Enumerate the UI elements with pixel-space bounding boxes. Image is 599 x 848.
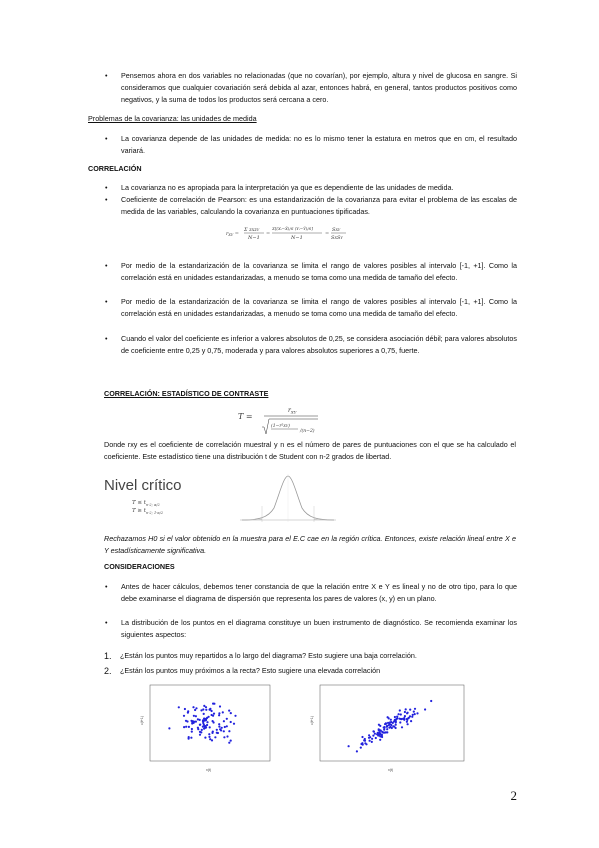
units-bullet	[105, 133, 515, 157]
scatter-point	[395, 727, 397, 729]
scatter-point	[204, 720, 206, 722]
scatter-high-correlation	[310, 681, 470, 774]
scatter-point	[407, 712, 409, 714]
scatter-point	[194, 709, 196, 711]
scatter-point	[191, 728, 193, 730]
scatter-point	[188, 736, 190, 738]
scatter-point	[185, 720, 187, 722]
scatter-point	[395, 724, 397, 726]
scatter-point	[368, 737, 370, 739]
pearson-formula-svg	[226, 222, 376, 244]
intro-text: Pensemos ahora en dos variables no relacionadas (que no covarían), por ejemplo, altura y nivel de glucosa en sangre. Si consideramos que cualquier covariación será debida al azar, entonces habrá, en general, tantos productos positivos como negativos, y la suma de todos los productos será cercana a cero.	[121, 71, 517, 104]
scatter-point	[183, 726, 185, 728]
page-number: 2	[510, 788, 517, 803]
scatter-point	[383, 729, 385, 731]
scatter-point	[228, 742, 230, 744]
scatter-point	[371, 741, 373, 743]
scatter-point	[396, 716, 398, 718]
formula-den3: SXSY	[331, 235, 343, 241]
scatter-point	[213, 713, 215, 715]
standardization-text-3: Cuando el valor del coeficiente es inferior a valores absolutos de 0,25, se considera asociación débil; para valores absolutos de coeficiente entre 0,25 y 0,75, moderada y para valores absolutos superiores a 0,75, fuerte.	[121, 334, 517, 355]
scatter-point	[381, 734, 383, 736]
scatter-point	[388, 717, 390, 719]
scatter-point	[205, 718, 207, 720]
bullet-dot: •	[105, 134, 108, 143]
scatter-point	[375, 737, 377, 739]
scatter-point	[191, 731, 193, 733]
standardization-bullet-3	[105, 333, 515, 369]
scatter-point	[404, 715, 406, 717]
scatter-point	[377, 734, 379, 736]
consideraciones-bullet-1	[105, 581, 515, 617]
scatter-point	[195, 715, 197, 717]
scatter-point	[371, 738, 373, 740]
correlacion-heading: CORRELACIÓN	[88, 164, 142, 173]
consideraciones-text-2: La distribución de los puntos en el diagrama constituye un buen instrumento de diagnóstico. Se recomienda examinar los siguientes aspectos:	[121, 618, 517, 639]
scatter-point	[184, 708, 186, 710]
scatter-point	[379, 731, 381, 733]
units-text: La covarianza depende de las unidades de medida: no es lo mismo tener la estatura en metros que en cm, el resultado variará.	[121, 134, 517, 155]
nivel-critico-line1-main: T ≤ t	[132, 500, 146, 506]
scatter-point	[226, 725, 228, 727]
scatter-point	[414, 713, 416, 715]
correlacion-bullet-1	[105, 182, 515, 194]
scatter-point	[220, 729, 222, 731]
scatter-point	[400, 718, 402, 720]
scatter-point	[203, 705, 205, 707]
scatter-point	[381, 736, 383, 738]
bullet-dot: •	[105, 334, 108, 343]
scatter-ylabel: x(t+1)	[310, 715, 314, 725]
t-denominator: (1−r²XY)	[271, 424, 290, 429]
scatter-point	[388, 727, 390, 729]
scatter-point	[212, 720, 214, 722]
scatter-point	[372, 735, 374, 737]
scatter-point	[399, 721, 401, 723]
scatter-point	[362, 744, 364, 746]
scatter-point	[430, 700, 432, 702]
scatter-point	[360, 747, 362, 749]
scatter-point	[222, 711, 224, 713]
bullet-dot: •	[105, 618, 108, 627]
scatter-point	[386, 725, 388, 727]
scatter-point	[368, 734, 370, 736]
scatter-point	[195, 707, 197, 709]
nivel-critico-line1-sub: n-2; α/2	[145, 503, 160, 508]
scatter-low-correlation	[140, 681, 275, 774]
consideraciones-bullet-2	[105, 617, 515, 641]
numbered-item-text: ¿Están los puntos muy próximos a la recta? Esto sugiere una elevada correlación	[120, 666, 381, 675]
pearson-formula	[226, 222, 376, 244]
scatter-point	[379, 739, 381, 741]
scatter-point	[197, 727, 199, 729]
bullet-dot: •	[105, 183, 108, 192]
nivel-critico-line2-sub: n-2; 1-α/2	[145, 511, 164, 516]
nivel-critico-line2-main: T ≥ t	[132, 508, 146, 514]
standardization-bullet-1	[105, 260, 515, 296]
scatter-point	[409, 709, 411, 711]
scatter-point	[413, 711, 415, 713]
scatter-xlabel: x(t)	[206, 768, 212, 772]
scatter-point	[385, 723, 387, 725]
scatter-point	[233, 723, 235, 725]
scatter-point	[348, 745, 350, 747]
numbered-item-text: ¿Están los puntos muy repartidos a lo largo del diagrama? Esto sugiere una baja correlación.	[120, 651, 417, 660]
scatter-point	[168, 727, 170, 729]
scatter-high-svg	[310, 681, 470, 774]
scatter-point	[204, 737, 206, 739]
scatter-point	[211, 739, 213, 741]
scatter-point	[221, 727, 223, 729]
nivel-critico-block	[104, 475, 244, 525]
correlacion-text-1: La covarianza no es apropiada para la interpretación ya que es dependiente de las unidades de medida.	[121, 183, 454, 192]
formula-lhs: $r_{XY}$ =	[226, 231, 239, 237]
t-lhs: T =	[238, 412, 253, 421]
scatter-point	[395, 721, 397, 723]
numbered-item-number: 2.	[104, 666, 112, 676]
scatter-point	[208, 716, 210, 718]
scatter-point	[361, 736, 363, 738]
scatter-point	[364, 742, 366, 744]
scatter-point	[373, 731, 375, 733]
scatter-point	[216, 729, 218, 731]
scatter-point	[223, 730, 225, 732]
nivel-critico-title: Nivel crítico	[104, 477, 182, 494]
scatter-point	[201, 729, 203, 731]
bullet-dot: •	[105, 261, 108, 270]
scatter-xlabel: x(t)	[388, 768, 394, 772]
scatter-point	[199, 734, 201, 736]
formula-den1: N−1	[248, 235, 260, 241]
bell-curve-figure	[238, 470, 338, 528]
scatter-point	[202, 708, 204, 710]
formula-num3: SXY	[332, 227, 341, 233]
scatter-point	[203, 724, 205, 726]
scatter-point	[224, 726, 226, 728]
scatter-point	[188, 726, 190, 728]
svg-text:/(n−2): /(n−2)	[300, 429, 315, 434]
correlacion-bullet-2	[105, 194, 515, 218]
scatter-point	[378, 724, 380, 726]
scatter-point	[383, 726, 385, 728]
scatter-point	[205, 726, 207, 728]
scatter-point	[218, 714, 220, 716]
bullet-dot: •	[105, 297, 108, 306]
scatter-point	[416, 712, 418, 714]
bullet-dot: •	[105, 582, 108, 591]
bell-curve-svg	[238, 470, 338, 528]
scatter-point	[228, 710, 230, 712]
scatter-point	[390, 719, 392, 721]
scatter-point	[230, 740, 232, 742]
scatter-point	[394, 719, 396, 721]
scatter-point	[208, 736, 210, 738]
scatter-point	[214, 736, 216, 738]
scatter-point	[356, 750, 358, 752]
scatter-point	[424, 708, 426, 710]
scatter-point	[369, 740, 371, 742]
scatter-point	[211, 710, 213, 712]
scatter-point	[192, 706, 194, 708]
formula-num1: Σ zXzY	[244, 227, 260, 233]
scatter-point	[408, 717, 410, 719]
formula-den2: N−1	[291, 235, 303, 241]
scatter-low-svg	[140, 681, 275, 774]
scatter-point	[374, 733, 376, 735]
scatter-point	[223, 736, 225, 738]
rechazo-text: Rechazamos H0 si el valor obtenido en la muestra para el E.C cae en la región crítica. Entonces, existe relación lineal entre X e Y estadísticamente significativa.	[104, 534, 516, 555]
scatter-point	[404, 711, 406, 713]
scatter-point	[405, 708, 407, 710]
standardization-text-1: Por medio de la estandarización de la covarianza se limita el rango de valores posibles al intervalo [-1, +1]. Como la correlación está en unidades estandarizadas, a menudo se toma como una medida de tamaño del efecto.	[121, 261, 517, 282]
scatter-point	[226, 718, 228, 720]
scatter-point	[206, 721, 208, 723]
nivel-critico-line2	[132, 508, 163, 515]
scatter-point	[400, 713, 402, 715]
scatter-point	[386, 728, 388, 730]
scatter-point	[218, 712, 220, 714]
standardization-bullet-2	[105, 296, 515, 332]
scatter-point	[183, 715, 185, 717]
t-formula-svg	[236, 403, 326, 437]
scatter-point	[382, 732, 384, 734]
bullet-dot: •	[105, 195, 108, 204]
scatter-point	[200, 731, 202, 733]
units-heading: Problemas de la covarianza: las unidades de medida	[88, 114, 257, 123]
scatter-point	[398, 713, 400, 715]
scatter-point	[203, 713, 205, 715]
scatter-point	[401, 726, 403, 728]
intro-bullet	[105, 70, 515, 106]
scatter-point	[185, 726, 187, 728]
scatter-point	[411, 716, 413, 718]
scatter-ylabel: x(t+1)	[140, 715, 144, 725]
scatter-point	[364, 740, 366, 742]
scatter-point	[407, 723, 409, 725]
nivel-critico-line1	[132, 500, 160, 507]
scatter-point	[187, 712, 189, 714]
t-formula	[236, 403, 326, 437]
scatter-point	[412, 714, 414, 716]
scatter-point	[226, 735, 228, 737]
scatter-point	[199, 724, 201, 726]
scatter-point	[410, 720, 412, 722]
scatter-point	[406, 721, 408, 723]
formula-num2: Σ[(Xᵢ−X̄)/S (Yᵢ−Ȳ)/S]	[272, 226, 313, 231]
standardization-text-2: Por medio de la estandarización de la covarianza se limita el rango de valores posibles al intervalo [-1, +1]. Como la correlación está en unidades estandarizadas, a menudo se toma como una medida de tamaño del efecto.	[121, 297, 517, 318]
scatter-point	[379, 735, 381, 737]
scatter-point	[234, 715, 236, 717]
scatter-point	[208, 733, 210, 735]
scatter-point	[212, 731, 214, 733]
contraste-text: Donde rxy es el coeficiente de correlación muestral y n es el número de pares de puntuaciones con el que se ha calculado el coeficiente. Este estadístico tiene una distribución t de Student con n-2 grados de libertad.	[104, 440, 516, 461]
correlacion-text-2: Coeficiente de correlación de Pearson: es una estandarización de la covarianza para evitar el problema de las escalas de medida de las variables, calculando la covarianza en puntuaciones tipificadas.	[121, 195, 517, 216]
scatter-point	[213, 703, 215, 705]
scatter-point	[192, 720, 194, 722]
scatter-point	[203, 718, 205, 720]
scatter-point	[209, 726, 211, 728]
scatter-point	[205, 709, 207, 711]
svg-text:=: =	[325, 231, 330, 237]
scatter-point	[209, 738, 211, 740]
scatter-point	[399, 709, 401, 711]
scatter-point	[406, 719, 408, 721]
scatter-point	[212, 715, 214, 717]
scatter-point	[230, 712, 232, 714]
scatter-point	[228, 730, 230, 732]
scatter-point	[380, 730, 382, 732]
t-numerator: $r_{XY}$	[288, 407, 297, 415]
scatter-point	[230, 721, 232, 723]
consideraciones-heading: CONSIDERACIONES	[104, 562, 175, 571]
bullet-dot: •	[105, 71, 108, 80]
scatter-point	[178, 706, 180, 708]
scatter-point	[190, 737, 192, 739]
scatter-point	[193, 715, 195, 717]
scatter-point	[414, 708, 416, 710]
scatter-point	[394, 716, 396, 718]
scatter-point	[217, 732, 219, 734]
scatter-point	[219, 705, 221, 707]
scatter-point	[197, 718, 199, 720]
scatter-point	[218, 726, 220, 728]
numbered-item-number: 1.	[104, 651, 112, 661]
scatter-point	[223, 720, 225, 722]
contraste-heading: CORRELACIÓN: ESTADÍSTICO DE CONTRASTE	[104, 389, 269, 398]
scatter-point	[389, 723, 391, 725]
scatter-frame	[150, 685, 270, 761]
consideraciones-text-1: Antes de hacer cálculos, debemos tener constancia de que la relación entre X e Y es lineal y no de otro tipo, para lo que debe examinarse el diagrama de dispersión que representa los pares de valores (x, y) en un plano.	[121, 582, 517, 603]
svg-text:=: =	[266, 231, 271, 237]
scatter-point	[218, 723, 220, 725]
